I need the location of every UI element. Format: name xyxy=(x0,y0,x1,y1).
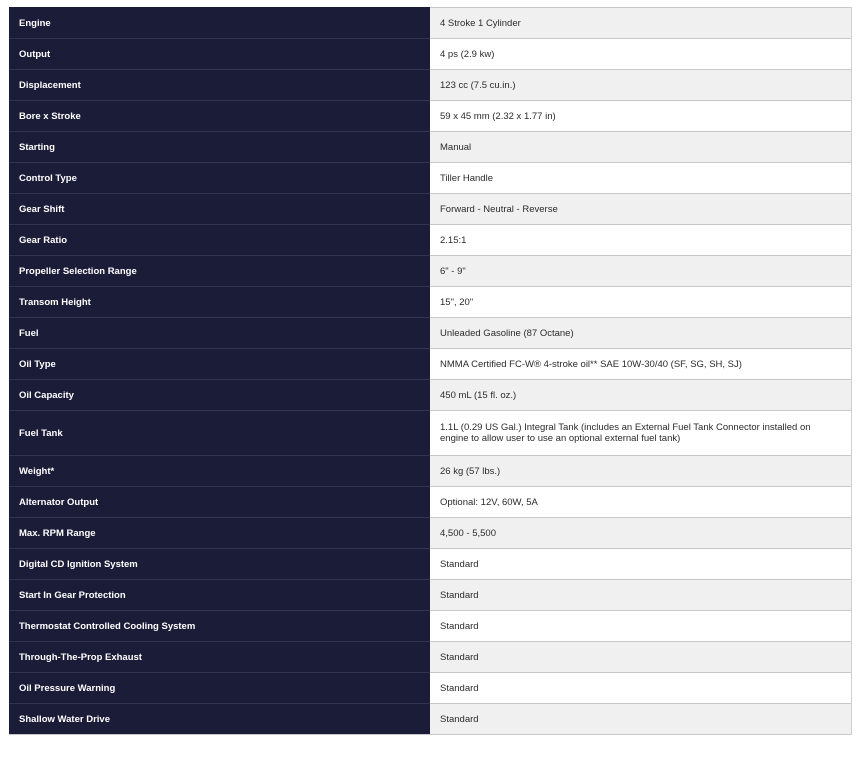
spec-label: Displacement xyxy=(9,70,430,101)
spec-row-displacement xyxy=(9,70,851,101)
spec-value: Standard xyxy=(430,611,851,642)
spec-row-weight xyxy=(9,456,851,487)
spec-row-prop-exhaust xyxy=(9,642,851,673)
spec-row-oil-type xyxy=(9,349,851,380)
spec-label: Oil Capacity xyxy=(9,380,430,411)
spec-row-bore-stroke xyxy=(9,101,851,132)
spec-value: 26 kg (57 lbs.) xyxy=(430,456,851,487)
spec-label: Shallow Water Drive xyxy=(9,704,430,735)
spec-label: Gear Shift xyxy=(9,194,430,225)
spec-row-output xyxy=(9,39,851,70)
spec-value: 4 Stroke 1 Cylinder xyxy=(430,8,851,39)
spec-value: 450 mL (15 fl. oz.) xyxy=(430,380,851,411)
spec-value: Standard xyxy=(430,704,851,735)
spec-value: 15", 20" xyxy=(430,287,851,318)
spec-value: 123 cc (7.5 cu.in.) xyxy=(430,70,851,101)
spec-value: Tiller Handle xyxy=(430,163,851,194)
spec-label: Starting xyxy=(9,132,430,163)
spec-row-thermostat-cooling xyxy=(9,611,851,642)
spec-row-cd-ignition xyxy=(9,549,851,580)
spec-value: Standard xyxy=(430,580,851,611)
spec-label: Alternator Output xyxy=(9,487,430,518)
spec-value: Unleaded Gasoline (87 Octane) xyxy=(430,318,851,349)
spec-label: Max. RPM Range xyxy=(9,518,430,549)
spec-row-start-in-gear xyxy=(9,580,851,611)
spec-label: Gear Ratio xyxy=(9,225,430,256)
spec-value: Standard xyxy=(430,549,851,580)
spec-row-max-rpm xyxy=(9,518,851,549)
spec-value: Standard xyxy=(430,642,851,673)
spec-row-alternator-output xyxy=(9,487,851,518)
spec-value: NMMA Certified FC-W® 4-stroke oil** SAE 10W-30/40 (SF, SG, SH, SJ) xyxy=(430,349,851,380)
spec-label: Fuel Tank xyxy=(9,411,430,456)
spec-row-control-type xyxy=(9,163,851,194)
spec-row-propeller-range xyxy=(9,256,851,287)
spec-value: Optional: 12V, 60W, 5A xyxy=(430,487,851,518)
spec-label: Thermostat Controlled Cooling System xyxy=(9,611,430,642)
spec-row-oil-pressure-warning xyxy=(9,673,851,704)
spec-row-engine xyxy=(9,8,851,39)
spec-row-transom-height xyxy=(9,287,851,318)
spec-label: Digital CD Ignition System xyxy=(9,549,430,580)
spec-value: 1.1L (0.29 US Gal.) Integral Tank (includes an External Fuel Tank Connector installed on engine to allow user to use an optional external fuel tank) xyxy=(430,411,851,456)
spec-row-oil-capacity xyxy=(9,380,851,411)
spec-value: 6" - 9" xyxy=(430,256,851,287)
spec-label: Through-The-Prop Exhaust xyxy=(9,642,430,673)
spec-value: 59 x 45 mm (2.32 x 1.77 in) xyxy=(430,101,851,132)
spec-row-gear-shift xyxy=(9,194,851,225)
spec-value: Standard xyxy=(430,673,851,704)
spec-label: Oil Type xyxy=(9,349,430,380)
spec-value: 2.15:1 xyxy=(430,225,851,256)
spec-label: Control Type xyxy=(9,163,430,194)
spec-label: Weight* xyxy=(9,456,430,487)
spec-label: Oil Pressure Warning xyxy=(9,673,430,704)
spec-value: 4,500 - 5,500 xyxy=(430,518,851,549)
spec-label: Transom Height xyxy=(9,287,430,318)
spec-label: Propeller Selection Range xyxy=(9,256,430,287)
spec-label: Engine xyxy=(9,8,430,39)
spec-row-starting xyxy=(9,132,851,163)
spec-row-shallow-water-drive xyxy=(9,704,851,735)
spec-row-fuel-tank xyxy=(9,411,851,456)
spec-label: Output xyxy=(9,39,430,70)
spec-label: Bore x Stroke xyxy=(9,101,430,132)
specifications-table xyxy=(9,7,852,735)
spec-label: Start In Gear Protection xyxy=(9,580,430,611)
spec-value: 4 ps (2.9 kw) xyxy=(430,39,851,70)
spec-row-fuel xyxy=(9,318,851,349)
spec-row-gear-ratio xyxy=(9,225,851,256)
spec-value: Manual xyxy=(430,132,851,163)
spec-value: Forward - Neutral - Reverse xyxy=(430,194,851,225)
spec-label: Fuel xyxy=(9,318,430,349)
